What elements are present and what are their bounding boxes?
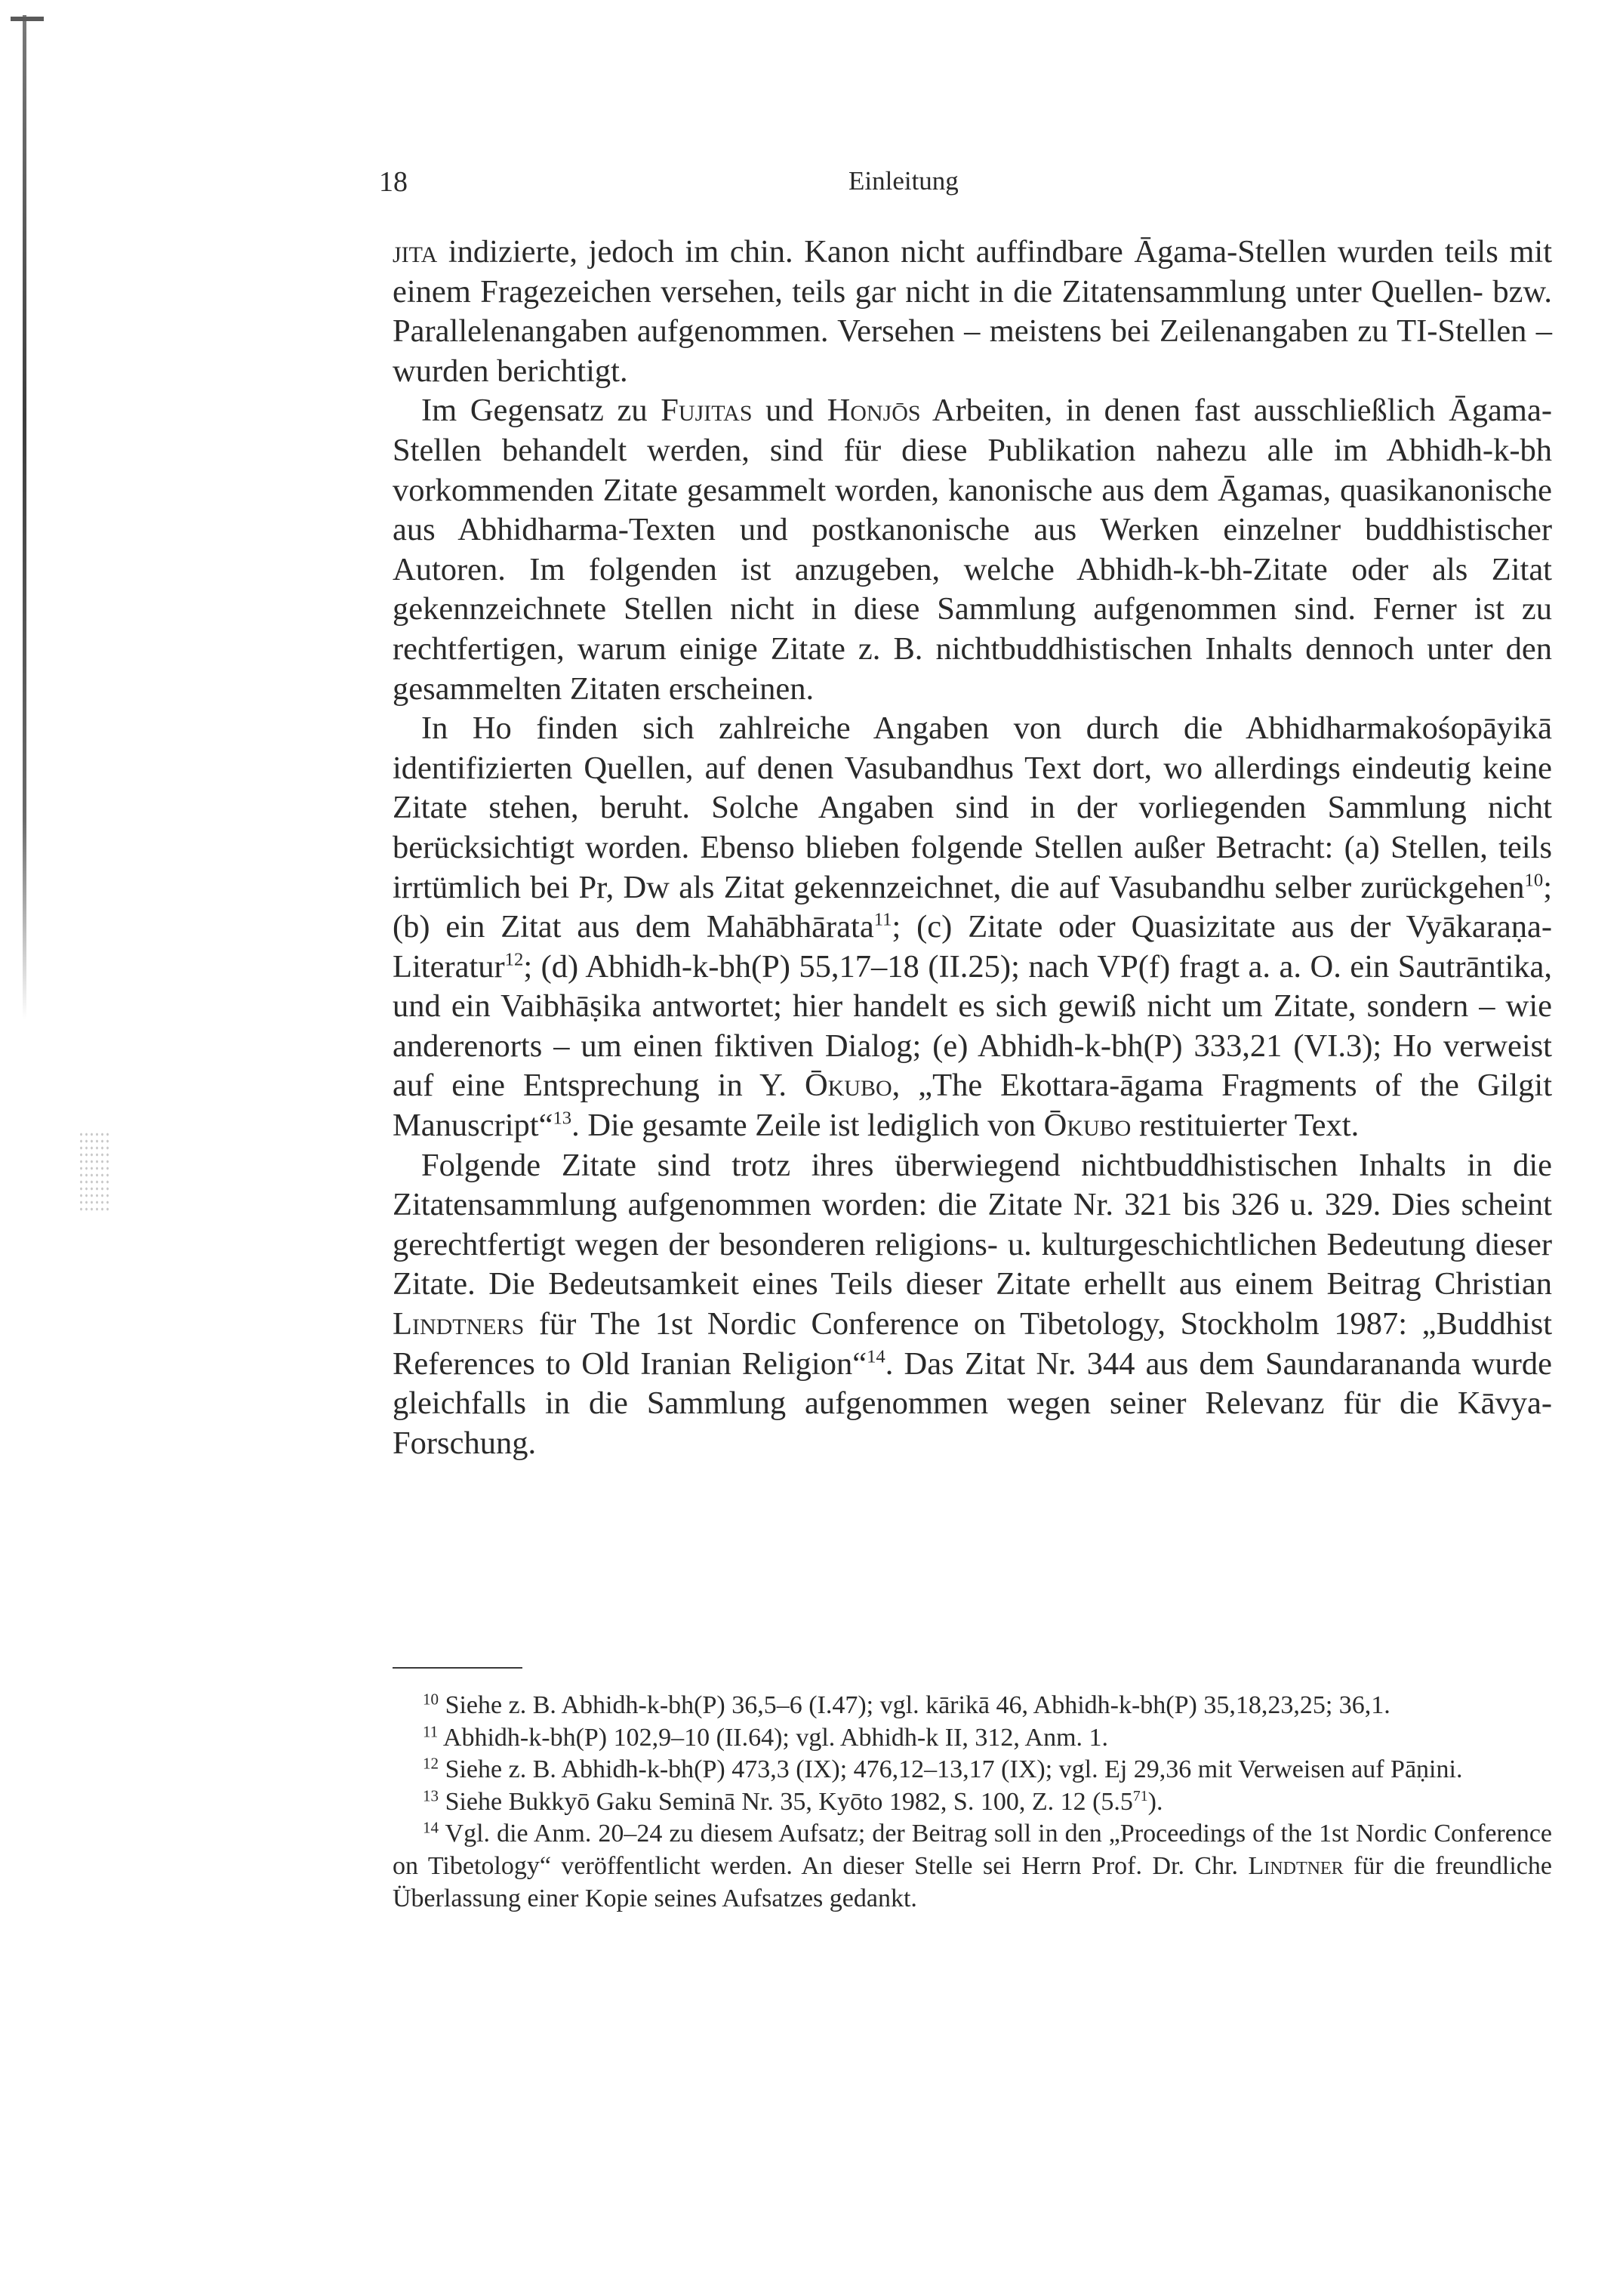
paragraph-2: Im Gegensatz zu Fujitas und Honjōs Arbeiten, in denen fast ausschließlich Āgama-Stellen behandelt werden, sind für diese Publikation nahezu alle im Abhidh-k-bh vorkommenden Zitate gesammelt worden, kanonische aus dem Āgamas, quasikanonische aus Abhidharma-Texten und postkanonische aus Werken einzelner buddhistischer Autoren. Im folgenden ist anzugeben, welche Abhidh-k-bh-Zitate oder als Zitat gekennzeichnete Stellen nicht in diese Sammlung aufgenommen sind. Ferner ist zu rechtfertigen, warum einige Zitate z. B. nichtbuddhistischen Inhalts dennoch unter den gesammelten Zitaten erscheinen. (393, 393, 1552, 707)
scan-corner-mark (11, 17, 44, 21)
page-number: 18 (379, 166, 408, 198)
footnote-number: 10 (423, 1690, 439, 1709)
footnote-ref-10: 10 (1524, 870, 1544, 891)
footnote-ref-12: 12 (504, 949, 524, 970)
footnote-ref-13: 13 (553, 1108, 572, 1129)
running-head: Einleitung (848, 166, 959, 196)
footnote-ref-11: 11 (873, 909, 892, 930)
author-name: jita (393, 234, 438, 270)
footnote-number: 12 (423, 1754, 439, 1773)
paragraph-3: In Ho finden sich zahlreiche Angaben von durch die Abhidharmakośopāyikā identifizierten Quellen, auf denen Vasubandhus Text dort, wo allerdings eindeutig keine Zitate stehen, beruht. Solche Angaben sind in der vorliegenden Sammlung nicht berücksichtigt worden. Ebenso blieben folgende Stellen außer Betracht: (a) Stellen, teils irrtümlich bei Pr, Dw als Zitat gekennzeichnet, die auf Vasubandhu selber zurückgehen$^{10}$; (b) ein Zitat aus dem Mahābhārata$^{11}$; (c) Zitate oder Quasizitate aus der Vyākaraṇa-Literatur$^{12}$; (d) Abhidh-k-bh(P) 55,17–18 (II.25); nach VP(f) fragt a. a. O. ein Sautrāntika, und ein Vaibhāṣika antwortet; hier handelt es sich gewiß nicht um Zitate, sondern – wie anderenorts – um einen fiktiven Dialog; (e) Abhidh-k-bh(P) 333,21 (VI.3); Ho verweist auf eine Entsprechung in Y. Ōkubo, „The Ekottara-āgama Fragments of the Gilgit Manuscript“$^{13}$. Die gesamte Zeile ist lediglich von Ōkubo restituierter Text. (393, 710, 1553, 1144)
paragraph-4: Folgende Zitate sind trotz ihres überwiegend nichtbuddhistischen Inhalts in die Zitatensammlung aufgenommen worden: die Zitate Nr. 321 bis 326 u. 329. Dies scheint gerechtfertigt wegen der besonderen religions- u. kulturgeschichtlichen Bedeutung dieser Zitate. Die Bedeutsamkeit eines Teils dieser Zitate erhellt aus einem Beitrag Christian Lindtners für The 1st Nordic Conference on Tibetology, Stockholm 1987: „Buddhist References to Old Iranian Religion“$^{14}$. Das Zitat Nr. 344 aus dem Saundarananda wurde gleichfalls in die Sammlung aufgenommen wegen seiner Relevanz für die Kāvya-Forschung. (393, 1147, 1552, 1461)
footnote-number: 13 (423, 1786, 439, 1805)
footnote-separator (393, 1667, 522, 1669)
footnote-11: $^{11}$ Abhidh-k-bh(P) 102,9–10 (II.64); vgl. Abhidh-k II, 312, Anm. 1. (423, 1722, 1109, 1752)
scan-noise-specks (79, 1131, 112, 1214)
footnotes (393, 1690, 1552, 1915)
footnote-10: $^{10}$ Siehe z. B. Abhidh-k-bh(P) 36,5–6 (I.47); vgl. kārikā 46, Abhidh-k-bh(P) 35,18,23,25; 36,1. (423, 1690, 1390, 1719)
footnote-number: 11 (423, 1722, 439, 1740)
body-text (393, 233, 1552, 1463)
author-name: Lindtners (393, 1306, 525, 1342)
footnote-14: $^{14}$ Vgl. die Anm. 20–24 zu diesem Aufsatz; der Beitrag soll in den „Proceedings of the 1st Nordic Conference on Tibetology“ veröffentlicht werden. An dieser Stelle sei Herrn Prof. Dr. Chr. Lindtner für die freundliche Überlassung einer Kopie seines Aufsatzes gedankt. (393, 1818, 1552, 1912)
footnote-number: 14 (423, 1818, 439, 1837)
author-name: Honjōs (827, 393, 921, 429)
footnote-12: $^{12}$ Siehe z. B. Abhidh-k-bh(P) 473,3 (IX); 476,12–13,17 (IX); vgl. Ej 29,36 mit Verweisen auf Pāṇini. (423, 1754, 1463, 1784)
footnote-ref-14: 14 (867, 1346, 885, 1367)
author-name: Ōkubo (804, 1068, 892, 1104)
author-name: Fujitas (661, 393, 753, 429)
author-name: Ōkubo (1043, 1108, 1132, 1144)
scan-border-shadow (23, 15, 26, 1019)
footnote-13: $^{13}$ Siehe Bukkyō Gaku Seminā Nr. 35, Kyōto 1982, S. 100, Z. 12 $(5.5^{71})$. (423, 1786, 1163, 1816)
paragraph-1: jita indizierte, jedoch im chin. Kanon nicht auffindbare Āgama-Stellen wurden teils mit einem Fragezeichen versehen, teils gar nicht in die Zitatensammlung unter Quellen- bzw. Parallelenangaben aufgenommen. Versehen – meistens bei Zeilenangaben zu TI-Stellen – wurden berichtigt. (393, 234, 1552, 389)
author-name: Lindtner (1248, 1851, 1344, 1880)
